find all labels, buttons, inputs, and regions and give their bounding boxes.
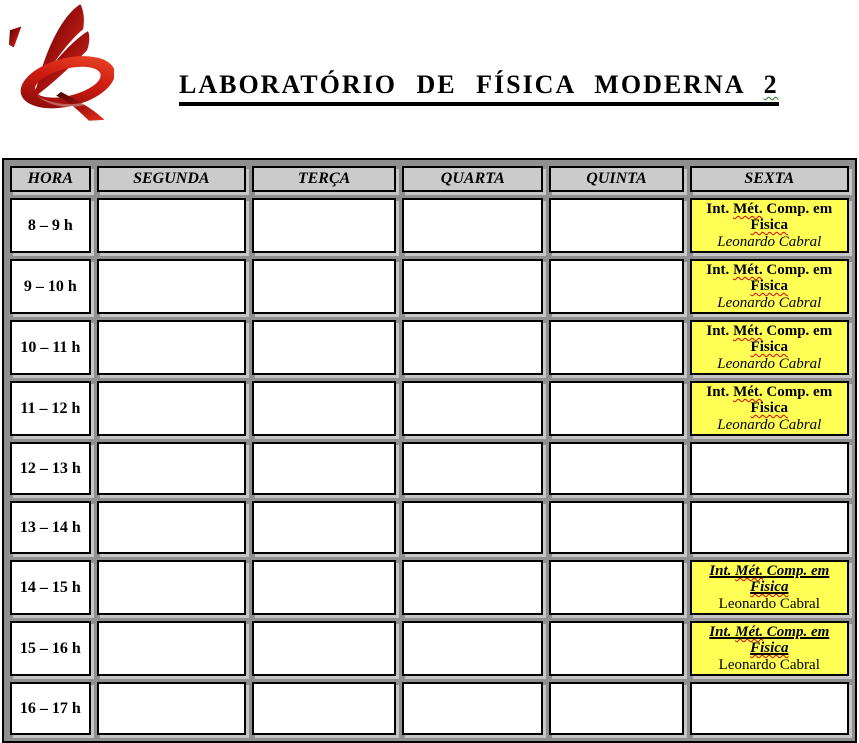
schedule-cell-sexta-course (690, 560, 849, 615)
hour-cell: 10 – 11 h (10, 320, 91, 375)
header-row (10, 166, 849, 192)
schedule-cell-sexta (690, 501, 849, 554)
schedule-cell-sexta-course (690, 259, 849, 314)
schedule-cell-segunda (97, 198, 246, 253)
institution-logo (8, 2, 114, 122)
schedule-row-10-11 (10, 320, 849, 375)
schedule-cell-quarta (402, 621, 543, 676)
schedule-cell-quinta (549, 381, 683, 436)
schedule-cell-quarta (402, 560, 543, 615)
course-teacher: Leonardo Cabral (718, 657, 820, 673)
schedule-cell-segunda (97, 381, 246, 436)
course-name: Int. Mét. Comp. em Fisica (706, 384, 833, 416)
course-teacher: Leonardo Cabral (717, 295, 822, 311)
hour-cell: 14 – 15 h (10, 560, 91, 615)
course-teacher: Leonardo Cabral (717, 356, 822, 372)
schedule-cell-quarta (402, 259, 543, 314)
schedule-cell-quinta (549, 320, 683, 375)
schedule-cell-quarta (402, 320, 543, 375)
schedule-cell-segunda (97, 682, 246, 735)
column-header-quarta: QUARTA (402, 166, 543, 192)
schedule-cell-segunda (97, 442, 246, 495)
schedule-cell-terca (252, 560, 396, 615)
column-header-quinta: QUINTA (549, 166, 683, 192)
page-header (0, 0, 859, 158)
schedule-cell-quinta (549, 501, 683, 554)
schedule-cell-terca (252, 381, 396, 436)
course-name: Int. Mét. Comp. em Fisica (709, 624, 830, 656)
schedule-cell-quinta (549, 198, 683, 253)
schedule-row-16-17 (10, 682, 849, 735)
hour-cell: 13 – 14 h (10, 501, 91, 554)
schedule-cell-quarta (402, 501, 543, 554)
column-header-terca: TERÇA (252, 166, 396, 192)
schedule-cell-terca (252, 682, 396, 735)
schedule-cell-quarta (402, 381, 543, 436)
schedule-cell-quinta (549, 442, 683, 495)
schedule-cell-sexta-course (690, 198, 849, 253)
schedule-row-8-9 (10, 198, 849, 253)
schedule-cell-quarta (402, 198, 543, 253)
schedule-row-9-10 (10, 259, 849, 314)
schedule-cell-terca (252, 198, 396, 253)
schedule-cell-terca (252, 501, 396, 554)
hour-cell: 9 – 10 h (10, 259, 91, 314)
schedule-cell-segunda (97, 320, 246, 375)
schedule-cell-quinta (549, 560, 683, 615)
red-ribbon-swoosh-icon (8, 2, 114, 122)
course-name: Int. Mét. Comp. em Fisica (706, 323, 833, 355)
schedule-row-11-12 (10, 381, 849, 436)
schedule-cell-quarta (402, 682, 543, 735)
course-teacher: Leonardo Cabral (717, 234, 822, 250)
schedule-row-12-13 (10, 442, 849, 495)
schedule-cell-segunda (97, 621, 246, 676)
schedule-cell-terca (252, 442, 396, 495)
schedule-cell-quarta (402, 442, 543, 495)
column-header-sexta: SEXTA (690, 166, 849, 192)
schedule-cell-sexta-course (690, 621, 849, 676)
schedule-cell-sexta (690, 682, 849, 735)
hour-cell: 8 – 9 h (10, 198, 91, 253)
column-header-hora: HORA (10, 166, 91, 192)
schedule-cell-segunda (97, 560, 246, 615)
course-name: Int. Mét. Comp. em Fisica (706, 201, 833, 233)
schedule-cell-terca (252, 320, 396, 375)
course-name: Int. Mét. Comp. em Fisica (709, 563, 830, 595)
schedule-row-14-15 (10, 560, 849, 615)
schedule-cell-quinta (549, 682, 683, 735)
hour-cell: 11 – 12 h (10, 381, 91, 436)
schedule-cell-sexta (690, 442, 849, 495)
schedule-cell-terca (252, 621, 396, 676)
page-title-number: 2 (763, 70, 779, 99)
course-name: Int. Mét. Comp. em Fisica (706, 262, 833, 294)
hour-cell: 15 – 16 h (10, 621, 91, 676)
page-title (179, 70, 779, 106)
hour-cell: 12 – 13 h (10, 442, 91, 495)
column-header-segunda: SEGUNDA (97, 166, 246, 192)
course-teacher: Leonardo Cabral (717, 417, 822, 433)
schedule-table (2, 158, 857, 743)
schedule-row-15-16 (10, 621, 849, 676)
schedule-row-13-14 (10, 501, 849, 554)
schedule-cell-quinta (549, 259, 683, 314)
course-teacher: Leonardo Cabral (718, 596, 820, 612)
schedule-cell-terca (252, 259, 396, 314)
hour-cell: 16 – 17 h (10, 682, 91, 735)
schedule-cell-quinta (549, 621, 683, 676)
schedule-cell-sexta-course (690, 320, 849, 375)
schedule-cell-segunda (97, 501, 246, 554)
schedule-cell-sexta-course (690, 381, 849, 436)
page-title-text: LABORATÓRIO DE FÍSICA MODERNA (179, 70, 764, 99)
schedule-cell-segunda (97, 259, 246, 314)
